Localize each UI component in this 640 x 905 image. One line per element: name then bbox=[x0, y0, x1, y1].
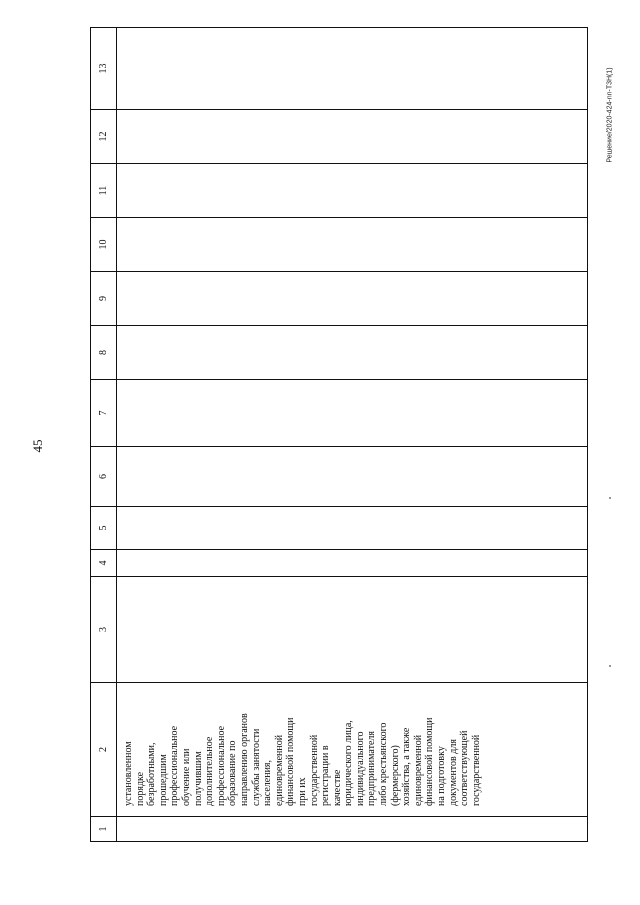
cell-col-8 bbox=[117, 326, 588, 380]
column-header-4: 4 bbox=[91, 550, 117, 577]
cell-col-2-text: установленном порядке безработными, прошедшим профессиональное обучение или получившим дополнительное профессиональное образование по направлению органов службы занятости населения, единовременной финансовой помощи при их государственной регистрации в качестве юридического лица, индивидуального предпринимателя либо крестьянского (фермерского) хозяйства, а также единовременной финансовой помощи на подготовку документов для соответствующей государственной bbox=[123, 713, 482, 806]
scan-speck bbox=[609, 665, 611, 667]
rotated-table-wrapper bbox=[90, 28, 588, 842]
cell-col-9 bbox=[117, 272, 588, 326]
table-container bbox=[90, 28, 588, 842]
column-header-11: 11 bbox=[91, 164, 117, 218]
scan-speck bbox=[609, 497, 611, 499]
cell-col-12 bbox=[117, 110, 588, 164]
column-header-13: 13 bbox=[91, 28, 117, 110]
table-row bbox=[117, 28, 588, 842]
document-code: Решение/2020-424-nn-Т3Н(1) bbox=[606, 67, 614, 163]
column-header-1: 1 bbox=[91, 817, 117, 842]
column-header-12: 12 bbox=[91, 110, 117, 164]
page-number: 45 bbox=[30, 439, 45, 453]
column-header-6: 6 bbox=[91, 447, 117, 507]
column-header-7: 7 bbox=[91, 380, 117, 447]
cell-col-1 bbox=[117, 817, 588, 842]
cell-col-6 bbox=[117, 447, 588, 507]
cell-col-11 bbox=[117, 164, 588, 218]
cell-col-3 bbox=[117, 577, 588, 683]
column-header-10: 10 bbox=[91, 218, 117, 272]
cell-col-10 bbox=[117, 218, 588, 272]
cell-col-2 bbox=[117, 683, 588, 817]
column-header-5: 5 bbox=[91, 507, 117, 550]
column-header-9: 9 bbox=[91, 272, 117, 326]
cell-col-4 bbox=[117, 550, 588, 577]
cell-col-5 bbox=[117, 507, 588, 550]
data-table bbox=[90, 27, 588, 842]
column-header-8: 8 bbox=[91, 326, 117, 380]
cell-col-13 bbox=[117, 28, 588, 110]
header-row bbox=[91, 28, 117, 842]
cell-col-7 bbox=[117, 380, 588, 447]
column-header-3: 3 bbox=[91, 577, 117, 683]
column-header-2: 2 bbox=[91, 683, 117, 817]
